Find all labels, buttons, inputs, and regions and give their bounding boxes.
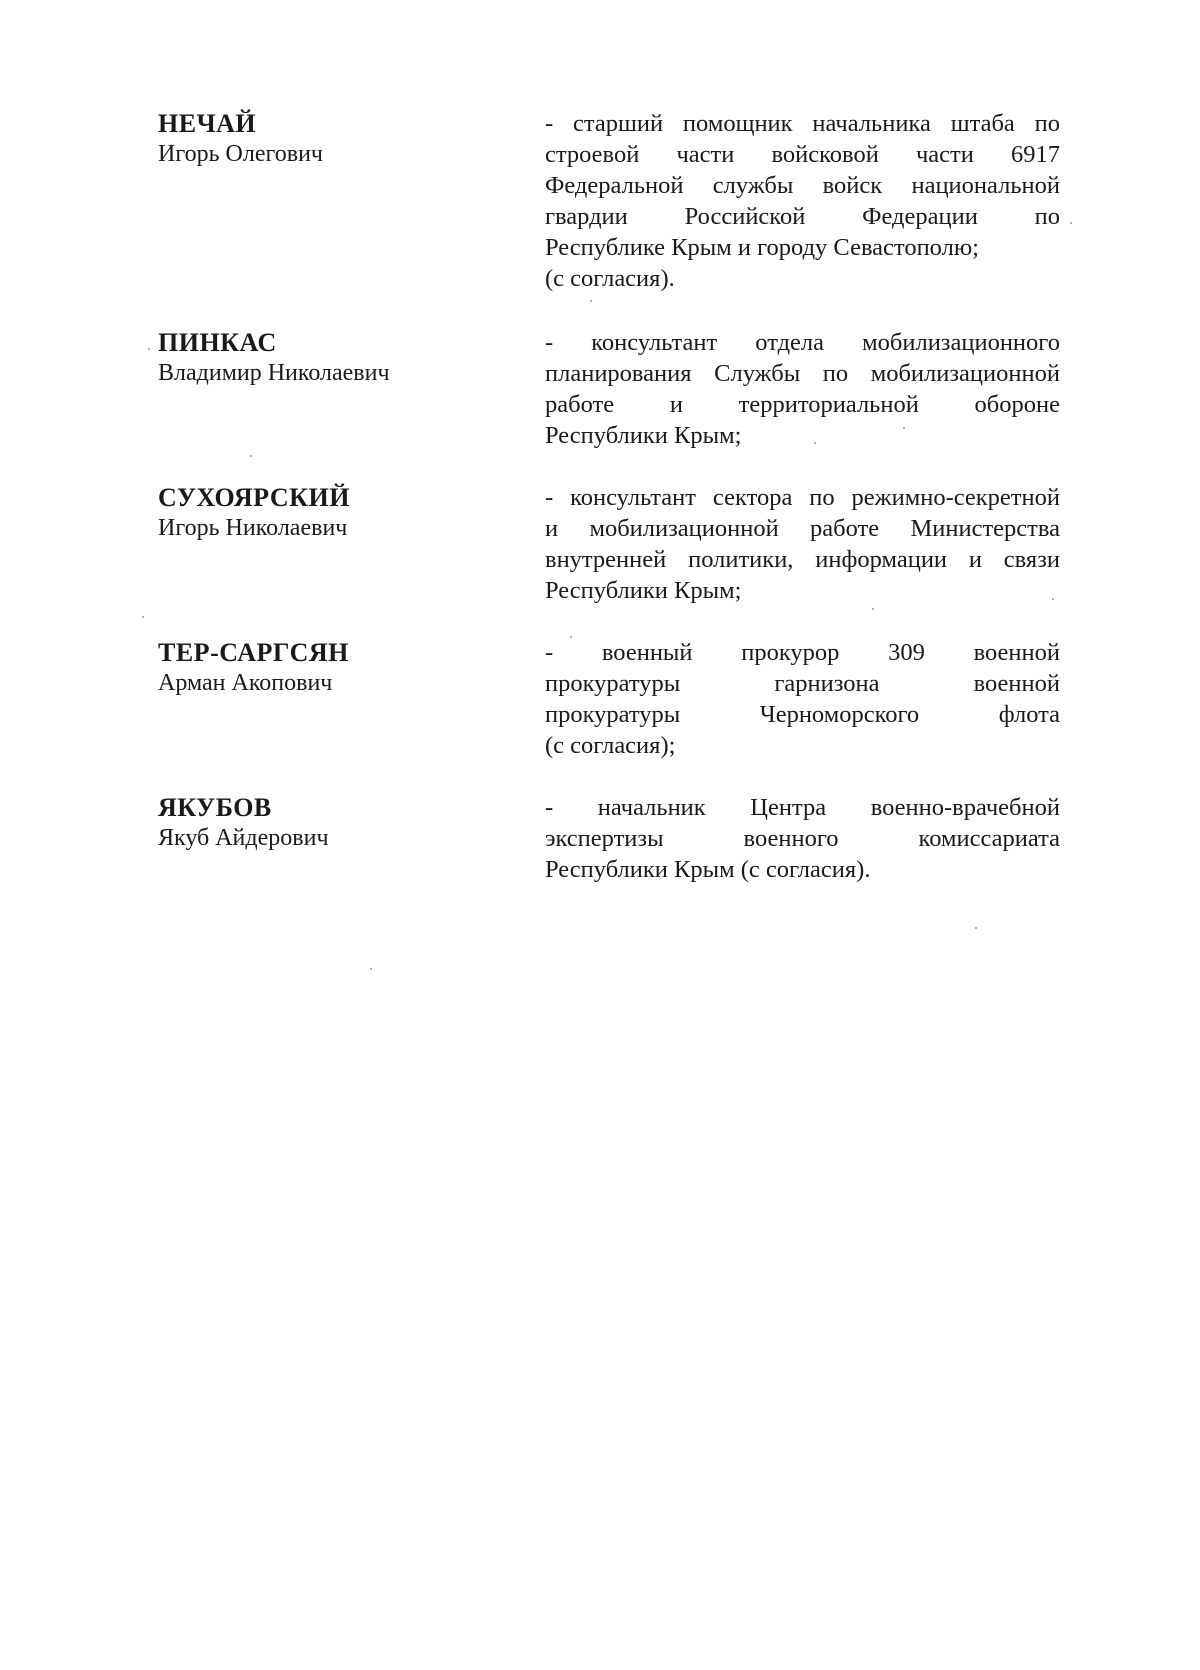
scan-speck [1070, 222, 1072, 224]
member-surname: ПИНКАС [158, 328, 277, 357]
member-person [158, 108, 518, 170]
position-line: (с согласия). [545, 265, 675, 292]
scan-speck [370, 968, 372, 970]
scan-speck [148, 348, 150, 350]
position-line: - старший помощник начальника штаба по [545, 110, 1060, 137]
member-given-name: Якуб Айдерович [158, 825, 329, 851]
position-line: - начальник Центра военно-врачебной [545, 794, 1060, 821]
position-line: прокуратуры гарнизона военной [545, 670, 1060, 697]
position-line: экспертизы военного комиссариата [545, 825, 1060, 852]
member-surname: ТЕР-САРГСЯН [158, 638, 349, 667]
position-line: Республики Крым; [545, 422, 742, 449]
position-line: - консультант сектора по режимно-секретной [545, 484, 1060, 511]
member-position [545, 637, 1060, 761]
position-line: и мобилизационной работе Министерства [545, 515, 1060, 542]
scan-speck [250, 455, 252, 457]
position-line: гвардии Российской Федерации по [545, 203, 1060, 230]
scan-speck [570, 636, 572, 638]
member-person [158, 327, 518, 389]
scan-speck [903, 427, 905, 429]
scan-speck [872, 608, 874, 610]
scan-speck [814, 442, 816, 444]
member-position [545, 792, 1060, 885]
member-position [545, 108, 1060, 294]
member-person [158, 482, 518, 544]
scan-speck [590, 300, 592, 302]
scan-speck [975, 927, 977, 929]
scan-speck [1052, 598, 1054, 600]
position-line: Республики Крым; [545, 577, 742, 604]
position-line: прокуратуры Черноморского флота [545, 701, 1060, 728]
position-line: строевой части войсковой части 6917 [545, 141, 1060, 168]
position-line: Республике Крым и городу Севастополю; [545, 234, 979, 261]
position-line: внутренней политики, информации и связи [545, 546, 1060, 573]
member-given-name: Игорь Олегович [158, 141, 323, 167]
position-line: Федеральной службы войск национальной [545, 172, 1060, 199]
member-surname: СУХОЯРСКИЙ [158, 483, 350, 512]
position-line: планирования Службы по мобилизационной [545, 360, 1060, 387]
member-surname: НЕЧАЙ [158, 109, 257, 138]
member-position [545, 327, 1060, 451]
member-person [158, 637, 518, 699]
member-given-name: Владимир Николаевич [158, 360, 390, 386]
member-person [158, 792, 518, 854]
position-line: - военный прокурор 309 военной [545, 639, 1060, 666]
position-line: - консультант отдела мобилизационного [545, 329, 1060, 356]
member-surname: ЯКУБОВ [158, 793, 272, 822]
position-line: Республики Крым (с согласия). [545, 856, 871, 883]
position-line: (с согласия); [545, 732, 676, 759]
member-given-name: Арман Акопович [158, 670, 333, 696]
member-given-name: Игорь Николаевич [158, 515, 348, 541]
scan-speck [142, 616, 144, 618]
member-position [545, 482, 1060, 606]
position-line: работе и территориальной обороне [545, 391, 1060, 418]
